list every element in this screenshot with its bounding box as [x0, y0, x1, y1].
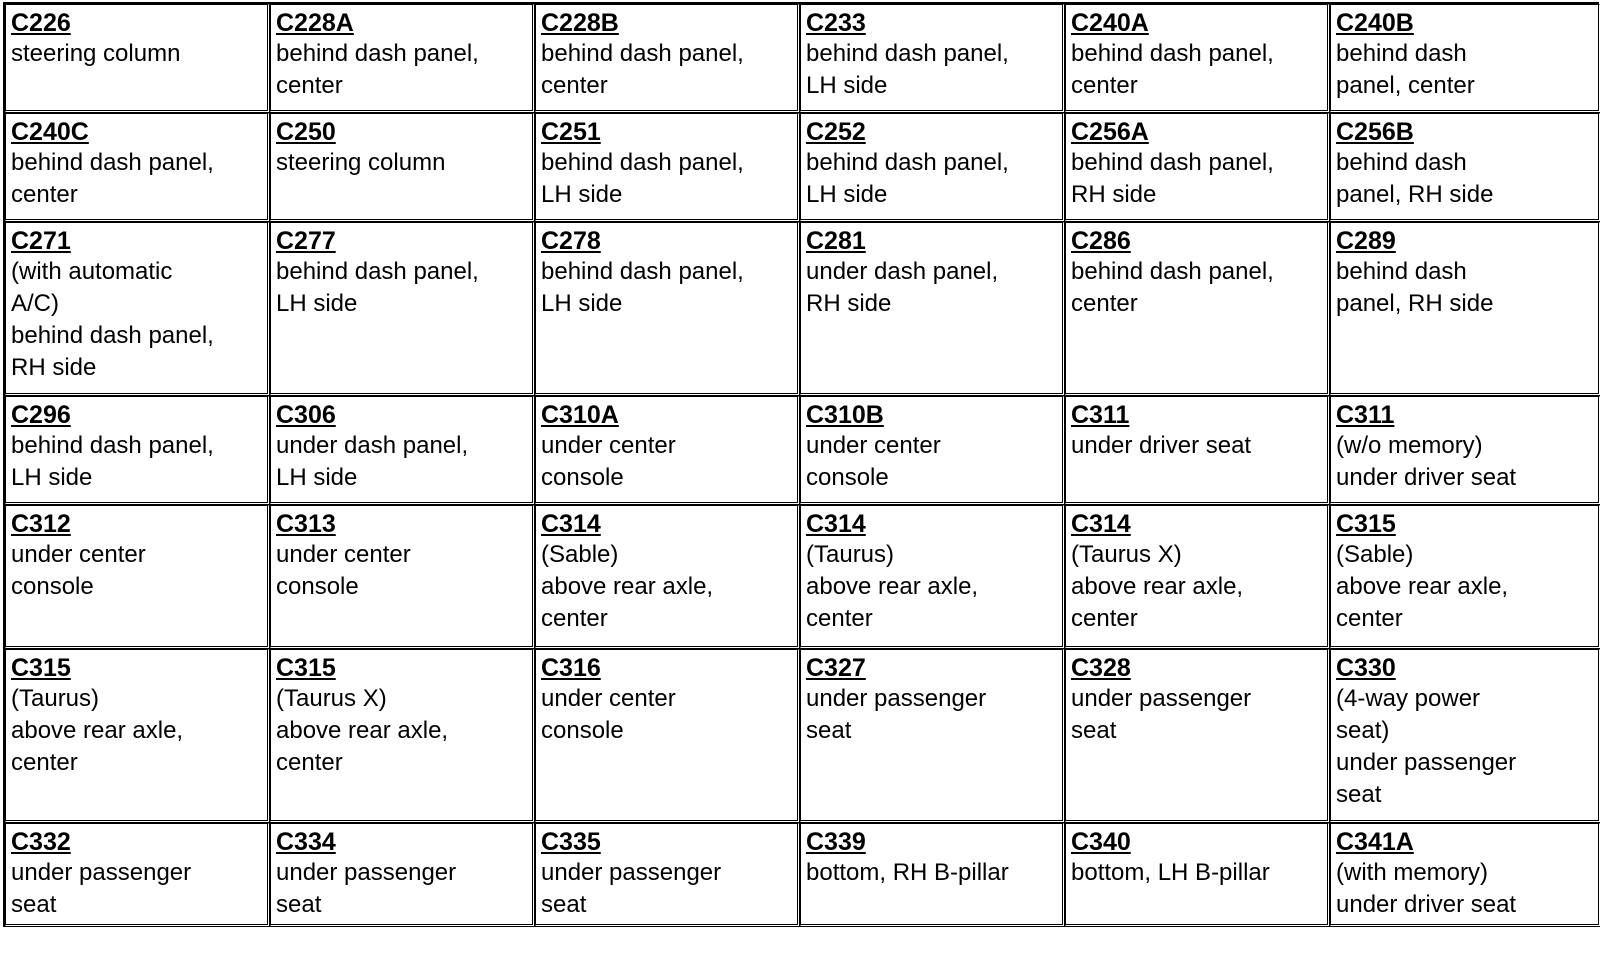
- location-description: LH side: [276, 464, 358, 491]
- location-description: behind dash: [1336, 40, 1467, 67]
- table-cell: [5, 649, 270, 823]
- location-description: console: [806, 464, 889, 491]
- table-cell: [535, 823, 800, 927]
- table-cell: [800, 649, 1065, 823]
- location-description: LH side: [11, 464, 93, 491]
- location-description: above rear axle,: [11, 717, 184, 744]
- connector-code-link[interactable]: C335: [541, 828, 601, 856]
- location-description: console: [541, 464, 624, 491]
- table-cell: [5, 505, 270, 649]
- location-description: (w/o memory): [1336, 432, 1483, 459]
- location-description: above rear axle,: [541, 573, 714, 600]
- connector-code-link[interactable]: C310B: [806, 401, 884, 429]
- connector-code-link[interactable]: C240A: [1071, 9, 1149, 37]
- table-cell: [1330, 823, 1600, 927]
- location-description: (Taurus X): [276, 685, 387, 712]
- connector-code-link[interactable]: C327: [806, 654, 866, 682]
- location-description: center: [276, 72, 343, 99]
- table-cell: [535, 505, 800, 649]
- location-description: (4-way power: [1336, 685, 1481, 712]
- connector-code-link[interactable]: C278: [541, 227, 601, 255]
- table-cell: [800, 4, 1065, 113]
- location-description: behind dash panel,: [276, 40, 479, 67]
- connector-code-link[interactable]: C281: [806, 227, 866, 255]
- location-description: LH side: [806, 181, 888, 208]
- location-description: under driver seat: [1336, 891, 1517, 918]
- location-description: behind dash panel,: [541, 149, 744, 176]
- table-cell: [5, 4, 270, 113]
- location-description: behind dash panel,: [541, 258, 744, 285]
- location-description: behind dash panel,: [11, 432, 214, 459]
- location-description: above rear axle,: [806, 573, 979, 600]
- table-cell: [535, 396, 800, 505]
- table-cell: [800, 113, 1065, 222]
- connector-code-link[interactable]: C256B: [1336, 118, 1414, 146]
- connector-code-link[interactable]: C233: [806, 9, 866, 37]
- table-cell: [1330, 396, 1600, 505]
- location-description: center: [541, 72, 608, 99]
- connector-code-link[interactable]: C314: [806, 510, 866, 538]
- table-cell: [270, 396, 535, 505]
- connector-code-link[interactable]: C226: [11, 9, 71, 37]
- location-description: (with automatic: [11, 258, 173, 285]
- location-description: behind dash: [1336, 258, 1467, 285]
- location-description: LH side: [806, 72, 888, 99]
- location-description: LH side: [541, 181, 623, 208]
- table-cell: [535, 4, 800, 113]
- connector-code-link[interactable]: C316: [541, 654, 601, 682]
- connector-code-link[interactable]: C328: [1071, 654, 1131, 682]
- location-description: under center: [11, 541, 146, 568]
- location-description: bottom, RH B-pillar: [806, 859, 1009, 886]
- table-cell: [270, 823, 535, 927]
- table-cell: [800, 823, 1065, 927]
- location-description: under center: [806, 432, 941, 459]
- location-description: center: [1336, 605, 1403, 632]
- location-description: above rear axle,: [276, 717, 449, 744]
- location-description: under driver seat: [1336, 464, 1517, 491]
- connector-code-link[interactable]: C251: [541, 118, 601, 146]
- location-description: center: [1071, 605, 1138, 632]
- location-description: (with memory): [1336, 859, 1489, 886]
- location-description: behind dash panel,: [1071, 149, 1274, 176]
- location-description: (Sable): [541, 541, 619, 568]
- location-description: under center: [276, 541, 411, 568]
- connector-code-link[interactable]: C228A: [276, 9, 354, 37]
- location-description: seat): [1336, 717, 1390, 744]
- connector-code-link[interactable]: C228B: [541, 9, 619, 37]
- connector-code-link[interactable]: C289: [1336, 227, 1396, 255]
- location-description: (Sable): [1336, 541, 1414, 568]
- connector-code-link[interactable]: C310A: [541, 401, 619, 429]
- location-description: panel, center: [1336, 72, 1475, 99]
- location-description: under center: [541, 432, 676, 459]
- connector-code-link[interactable]: C315: [1336, 510, 1396, 538]
- table-cell: [1330, 4, 1600, 113]
- location-description: behind dash panel,: [11, 149, 214, 176]
- connector-code-link[interactable]: C271: [11, 227, 71, 255]
- table-cell: [270, 113, 535, 222]
- location-description: center: [541, 605, 608, 632]
- connector-code-link[interactable]: C250: [276, 118, 336, 146]
- location-description: A/C): [11, 290, 59, 317]
- connector-code-link[interactable]: C313: [276, 510, 336, 538]
- table-cell: [1065, 649, 1330, 823]
- location-description: seat: [541, 891, 587, 918]
- connector-code-link[interactable]: C339: [806, 828, 866, 856]
- location-description: under passenger: [276, 859, 457, 886]
- location-description: steering column: [276, 149, 446, 176]
- connector-code-link[interactable]: C306: [276, 401, 336, 429]
- connector-code-link[interactable]: C332: [11, 828, 71, 856]
- connector-code-link[interactable]: C315: [276, 654, 336, 682]
- location-description: behind dash panel,: [11, 322, 214, 349]
- table-cell: [800, 396, 1065, 505]
- location-description: center: [806, 605, 873, 632]
- location-description: under center: [541, 685, 676, 712]
- table-cell: [270, 222, 535, 396]
- connector-code-link[interactable]: C252: [806, 118, 866, 146]
- table-cell: [5, 823, 270, 927]
- location-description: panel, RH side: [1336, 181, 1494, 208]
- table-cell: [1330, 649, 1600, 823]
- location-description: behind dash: [1336, 149, 1467, 176]
- table-cell: [535, 649, 800, 823]
- connector-location-table: [3, 2, 1599, 927]
- connector-code-link[interactable]: C315: [11, 654, 71, 682]
- location-description: behind dash panel,: [1071, 40, 1274, 67]
- location-description: RH side: [11, 354, 97, 381]
- location-description: under passenger: [541, 859, 722, 886]
- location-description: under dash panel,: [806, 258, 999, 285]
- location-description: seat: [11, 891, 57, 918]
- connector-code-link[interactable]: C340: [1071, 828, 1131, 856]
- connector-code-link[interactable]: C256A: [1071, 118, 1149, 146]
- connector-code-link[interactable]: C334: [276, 828, 336, 856]
- connector-code-link[interactable]: C277: [276, 227, 336, 255]
- connector-code-link[interactable]: C240B: [1336, 9, 1414, 37]
- location-description: seat: [1071, 717, 1117, 744]
- location-description: above rear axle,: [1336, 573, 1509, 600]
- location-description: center: [11, 181, 78, 208]
- location-description: center: [276, 749, 343, 776]
- location-description: (Taurus): [11, 685, 100, 712]
- location-description: seat: [1336, 781, 1382, 808]
- connector-code-link[interactable]: C314: [1071, 510, 1131, 538]
- connector-code-link[interactable]: C296: [11, 401, 71, 429]
- location-description: under passenger: [1071, 685, 1252, 712]
- location-description: panel, RH side: [1336, 290, 1494, 317]
- location-description: under passenger: [806, 685, 987, 712]
- location-description: behind dash panel,: [1071, 258, 1274, 285]
- location-description: bottom, LH B-pillar: [1071, 859, 1270, 886]
- table-cell: [1330, 113, 1600, 222]
- connector-code-link[interactable]: C330: [1336, 654, 1396, 682]
- connector-code-link[interactable]: C341A: [1336, 828, 1414, 856]
- table-cell: [1065, 396, 1330, 505]
- location-description: console: [276, 573, 359, 600]
- location-description: console: [11, 573, 94, 600]
- location-description: seat: [276, 891, 322, 918]
- table-cell: [535, 222, 800, 396]
- table-cell: [270, 649, 535, 823]
- location-description: under dash panel,: [276, 432, 469, 459]
- table-cell: [1330, 222, 1600, 396]
- location-description: behind dash panel,: [806, 149, 1009, 176]
- table-cell: [5, 222, 270, 396]
- table-cell: [1065, 4, 1330, 113]
- location-description: RH side: [1071, 181, 1157, 208]
- location-description: steering column: [11, 40, 181, 67]
- table-cell: [1330, 505, 1600, 649]
- connector-code-link[interactable]: C311: [1071, 401, 1130, 429]
- table-cell: [1065, 113, 1330, 222]
- location-description: under driver seat: [1071, 432, 1252, 459]
- location-description: center: [11, 749, 78, 776]
- table-cell: [1065, 823, 1330, 927]
- location-description: seat: [806, 717, 852, 744]
- connector-code-link[interactable]: C314: [541, 510, 601, 538]
- location-description: RH side: [806, 290, 892, 317]
- table-cell: [270, 4, 535, 113]
- table-cell: [800, 505, 1065, 649]
- connector-code-link[interactable]: C286: [1071, 227, 1131, 255]
- connector-code-link[interactable]: C240C: [11, 118, 89, 146]
- table-cell: [1065, 222, 1330, 396]
- location-description: behind dash panel,: [806, 40, 1009, 67]
- location-description: center: [1071, 290, 1138, 317]
- table-cell: [1065, 505, 1330, 649]
- table-cell: [5, 113, 270, 222]
- table-cell: [800, 222, 1065, 396]
- location-description: under passenger: [11, 859, 192, 886]
- location-description: behind dash panel,: [276, 258, 479, 285]
- table-cell: [535, 113, 800, 222]
- location-description: (Taurus X): [1071, 541, 1182, 568]
- location-description: LH side: [541, 290, 623, 317]
- location-description: console: [541, 717, 624, 744]
- connector-code-link[interactable]: C311: [1336, 401, 1395, 429]
- location-description: (Taurus): [806, 541, 895, 568]
- location-description: behind dash panel,: [541, 40, 744, 67]
- table-cell: [270, 505, 535, 649]
- location-description: above rear axle,: [1071, 573, 1244, 600]
- connector-code-link[interactable]: C312: [11, 510, 71, 538]
- location-description: under passenger: [1336, 749, 1517, 776]
- location-description: LH side: [276, 290, 358, 317]
- table-cell: [5, 396, 270, 505]
- location-description: center: [1071, 72, 1138, 99]
